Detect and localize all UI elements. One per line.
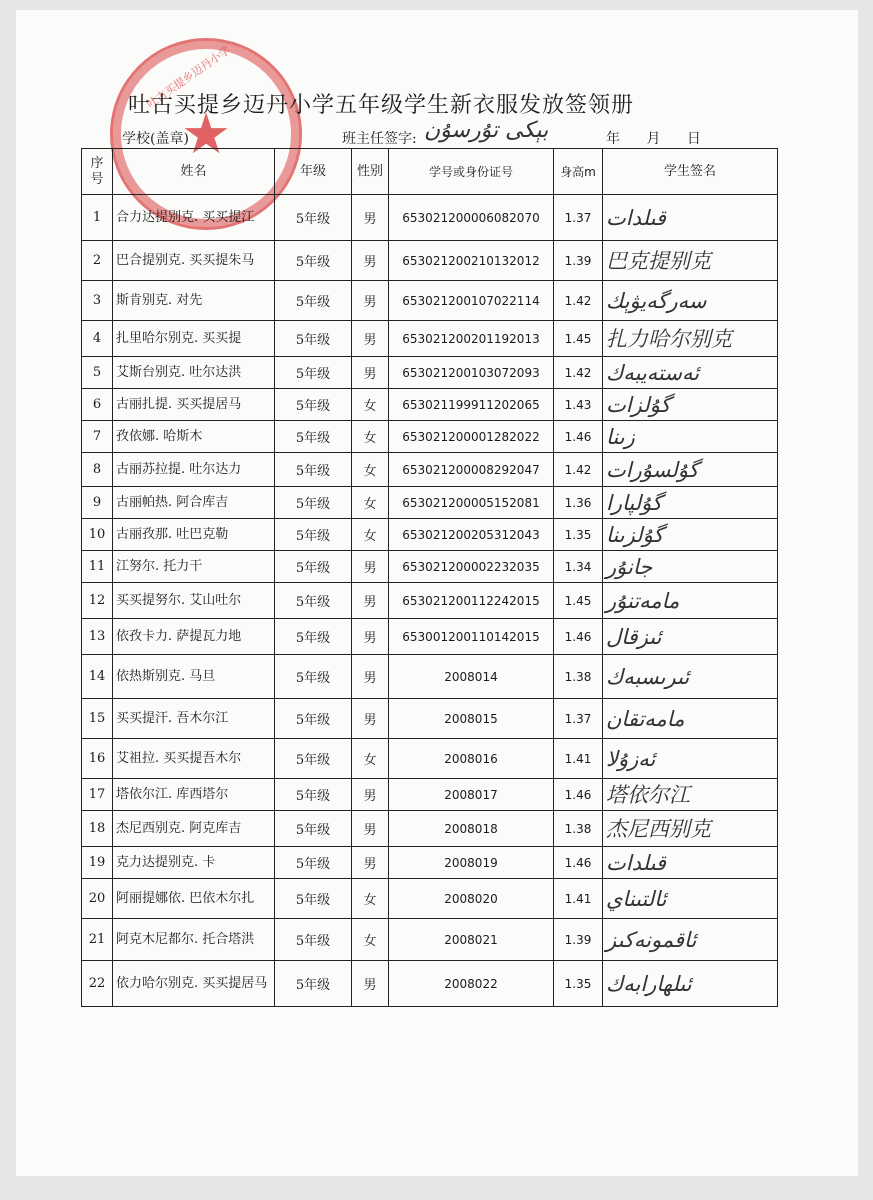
student-id: 2008018: [389, 811, 554, 847]
grade-cell: 5年级: [275, 583, 352, 619]
table-row: [82, 619, 778, 655]
student-id: 653021200107022114: [389, 281, 554, 321]
table-row: [82, 583, 778, 619]
row-number: 15: [82, 699, 113, 739]
table-row: [82, 195, 778, 241]
grade-cell: 5年级: [275, 619, 352, 655]
col-header-no: 序号: [82, 149, 113, 195]
sex-cell: 女: [352, 739, 389, 779]
student-id: 653021200005152081: [389, 487, 554, 519]
row-number: 14: [82, 655, 113, 699]
student-name: 古丽扎提. 买买提居马: [113, 389, 275, 421]
height-cell: 1.39: [554, 241, 603, 281]
student-signature: 扎力哈尔别克: [603, 321, 778, 357]
student-name: 买买提汗. 吾木尔江: [113, 699, 275, 739]
student-id: 2008019: [389, 847, 554, 879]
sex-cell: 男: [352, 961, 389, 1007]
height-cell: 1.46: [554, 779, 603, 811]
student-id: 653021200006082070: [389, 195, 554, 241]
date-year-label: 年: [606, 131, 620, 147]
student-id: 2008016: [389, 739, 554, 779]
sex-cell: 男: [352, 321, 389, 357]
row-number: 21: [82, 919, 113, 961]
grade-cell: 5年级: [275, 779, 352, 811]
student-signature: ئەزۇلا: [603, 739, 778, 779]
student-name: 艾祖拉. 买买提吾木尔: [113, 739, 275, 779]
grade-cell: 5年级: [275, 919, 352, 961]
student-name: 古丽帕热. 阿合库吉: [113, 487, 275, 519]
school-label: 学校(盖章): [122, 131, 189, 147]
height-cell: 1.42: [554, 453, 603, 487]
seal-text: 吐古买提乡迈丹小学: [144, 43, 233, 111]
height-cell: 1.46: [554, 847, 603, 879]
table-row: [82, 281, 778, 321]
table-row: [82, 241, 778, 281]
student-name: 依力哈尔别克. 买买提居马: [113, 961, 275, 1007]
table-row: [82, 879, 778, 919]
table-row: [82, 389, 778, 421]
student-signature: قىلدات: [603, 847, 778, 879]
grade-cell: 5年级: [275, 241, 352, 281]
student-id: 653021200001282022: [389, 421, 554, 453]
student-name: 依热斯别克. 马旦: [113, 655, 275, 699]
sex-cell: 女: [352, 519, 389, 551]
sex-cell: 女: [352, 879, 389, 919]
student-signature: زىنا: [603, 421, 778, 453]
row-number: 18: [82, 811, 113, 847]
row-number: 9: [82, 487, 113, 519]
student-name: 艾斯台别克. 吐尔达洪: [113, 357, 275, 389]
grade-cell: 5年级: [275, 519, 352, 551]
seal-star-icon: ★: [181, 102, 232, 167]
row-number: 3: [82, 281, 113, 321]
student-id: 653021200008292047: [389, 453, 554, 487]
student-signature: 塔依尔江: [603, 779, 778, 811]
table-row: [82, 321, 778, 357]
grade-cell: 5年级: [275, 281, 352, 321]
height-cell: 1.45: [554, 321, 603, 357]
student-name: 江努尔. 托力干: [113, 551, 275, 583]
table-body: [82, 195, 778, 1007]
col-header-signature: 学生签名: [603, 149, 778, 195]
sex-cell: 男: [352, 583, 389, 619]
grade-cell: 5年级: [275, 453, 352, 487]
row-number: 20: [82, 879, 113, 919]
date-month-label: 月: [646, 131, 661, 147]
sex-cell: 女: [352, 421, 389, 453]
table-row: [82, 961, 778, 1007]
student-signature: گۇلسۇرات: [603, 453, 778, 487]
col-header-name: 姓名: [113, 149, 275, 195]
row-number: 4: [82, 321, 113, 357]
row-number: 17: [82, 779, 113, 811]
height-cell: 1.41: [554, 739, 603, 779]
row-number: 13: [82, 619, 113, 655]
height-cell: 1.35: [554, 961, 603, 1007]
student-id: 2008014: [389, 655, 554, 699]
student-signature: قىلدات: [603, 195, 778, 241]
student-id: 653021200201192013: [389, 321, 554, 357]
student-id: 653021200210132012: [389, 241, 554, 281]
height-cell: 1.37: [554, 699, 603, 739]
row-number: 6: [82, 389, 113, 421]
height-cell: 1.39: [554, 919, 603, 961]
table-row: [82, 551, 778, 583]
row-number: 5: [82, 357, 113, 389]
table-row: [82, 519, 778, 551]
student-signature: 杰尼西别克: [603, 811, 778, 847]
row-number: 11: [82, 551, 113, 583]
table-row: [82, 655, 778, 699]
sex-cell: 男: [352, 619, 389, 655]
table-row: [82, 487, 778, 519]
student-signature: ئالتىناي: [603, 879, 778, 919]
student-name: 阿丽提娜依. 巴依木尔扎: [113, 879, 275, 919]
table-row: [82, 779, 778, 811]
grade-cell: 5年级: [275, 421, 352, 453]
row-number: 2: [82, 241, 113, 281]
grade-cell: 5年级: [275, 357, 352, 389]
row-number: 12: [82, 583, 113, 619]
col-header-sex: 性别: [352, 149, 389, 195]
table-row: [82, 919, 778, 961]
grade-cell: 5年级: [275, 321, 352, 357]
table-row: [82, 357, 778, 389]
student-signature: ئاقمونەكىز: [603, 919, 778, 961]
date-line: [606, 128, 723, 148]
student-id: 2008015: [389, 699, 554, 739]
grade-cell: 5年级: [275, 961, 352, 1007]
height-cell: 1.46: [554, 619, 603, 655]
sex-cell: 男: [352, 241, 389, 281]
student-name: 古丽苏拉提. 吐尔达力: [113, 453, 275, 487]
col-header-id: 学号或身份证号: [389, 149, 554, 195]
student-signature: جانۇر: [603, 551, 778, 583]
sex-cell: 女: [352, 453, 389, 487]
student-id: 2008020: [389, 879, 554, 919]
grade-cell: 5年级: [275, 879, 352, 919]
row-number: 19: [82, 847, 113, 879]
sex-cell: 男: [352, 551, 389, 583]
table-row: [82, 739, 778, 779]
table-row: [82, 453, 778, 487]
height-cell: 1.35: [554, 519, 603, 551]
sex-cell: 男: [352, 357, 389, 389]
grade-cell: 5年级: [275, 739, 352, 779]
table-row: [82, 847, 778, 879]
student-signature: مامەتنۇر: [603, 583, 778, 619]
col-header-grade: 年级: [275, 149, 352, 195]
student-name: 塔依尔江. 库西塔尔: [113, 779, 275, 811]
student-name: 合力达提别克. 买买提江: [113, 195, 275, 241]
student-name: 孜依娜. 哈斯木: [113, 421, 275, 453]
student-signature: گۇلزىنا: [603, 519, 778, 551]
grade-cell: 5年级: [275, 389, 352, 421]
grade-cell: 5年级: [275, 551, 352, 583]
student-signature: سەرگەيۋېك: [603, 281, 778, 321]
grade-cell: 5年级: [275, 195, 352, 241]
height-cell: 1.42: [554, 357, 603, 389]
student-name: 古丽孜那. 吐巴克勒: [113, 519, 275, 551]
student-name: 杰尼西别克. 阿克库吉: [113, 811, 275, 847]
row-number: 10: [82, 519, 113, 551]
grade-cell: 5年级: [275, 847, 352, 879]
student-id: 653021200112242015: [389, 583, 554, 619]
row-number: 1: [82, 195, 113, 241]
height-cell: 1.42: [554, 281, 603, 321]
table-header-row: [82, 149, 778, 195]
student-id: 2008022: [389, 961, 554, 1007]
student-name: 斯肯别克. 对先: [113, 281, 275, 321]
col-header-height: 身高m: [554, 149, 603, 195]
date-day-label: 日: [686, 131, 701, 147]
grade-cell: 5年级: [275, 487, 352, 519]
table-row: [82, 811, 778, 847]
sex-cell: 女: [352, 487, 389, 519]
row-number: 8: [82, 453, 113, 487]
sex-cell: 男: [352, 195, 389, 241]
teacher-signature: بېكى تۇرسۇن: [424, 118, 549, 143]
height-cell: 1.38: [554, 811, 603, 847]
student-id: 653021200103072093: [389, 357, 554, 389]
student-id: 2008017: [389, 779, 554, 811]
student-signature: ئىزقال: [603, 619, 778, 655]
student-name: 阿克木尼都尔. 托合塔洪: [113, 919, 275, 961]
grade-cell: 5年级: [275, 699, 352, 739]
student-name: 巴合提别克. 买买提朱马: [113, 241, 275, 281]
student-name: 克力达提别克. 卡: [113, 847, 275, 879]
height-cell: 1.43: [554, 389, 603, 421]
sex-cell: 男: [352, 281, 389, 321]
student-signature: ئىرىسبەك: [603, 655, 778, 699]
student-signature: مامەتقان: [603, 699, 778, 739]
student-name: 买买提努尔. 艾山吐尔: [113, 583, 275, 619]
height-cell: 1.46: [554, 421, 603, 453]
height-cell: 1.38: [554, 655, 603, 699]
sex-cell: 女: [352, 919, 389, 961]
student-id: 653021200205312043: [389, 519, 554, 551]
student-id: 653001200110142015: [389, 619, 554, 655]
table-row: [82, 699, 778, 739]
sex-cell: 男: [352, 811, 389, 847]
sex-cell: 男: [352, 699, 389, 739]
row-number: 22: [82, 961, 113, 1007]
row-number: 7: [82, 421, 113, 453]
page-title: 吐古买提乡迈丹小学五年级学生新衣服发放签领册: [128, 93, 635, 118]
teacher-label: 班主任签字:: [342, 131, 417, 147]
roster-table: [81, 148, 778, 1007]
student-signature: گۇلزات: [603, 389, 778, 421]
grade-cell: 5年级: [275, 811, 352, 847]
student-id: 653021199911202065: [389, 389, 554, 421]
height-cell: 1.41: [554, 879, 603, 919]
table-row: [82, 421, 778, 453]
student-id: 2008021: [389, 919, 554, 961]
sex-cell: 男: [352, 779, 389, 811]
height-cell: 1.36: [554, 487, 603, 519]
student-signature: گۇلپارا: [603, 487, 778, 519]
sex-cell: 男: [352, 847, 389, 879]
sex-cell: 女: [352, 389, 389, 421]
height-cell: 1.37: [554, 195, 603, 241]
grade-cell: 5年级: [275, 655, 352, 699]
student-signature: 巴克提别克: [603, 241, 778, 281]
student-signature: ئىلھارابەك: [603, 961, 778, 1007]
row-number: 16: [82, 739, 113, 779]
student-name: 依孜卡力. 萨提瓦力地: [113, 619, 275, 655]
height-cell: 1.34: [554, 551, 603, 583]
height-cell: 1.45: [554, 583, 603, 619]
student-signature: ئەستەيبەك: [603, 357, 778, 389]
student-id: 653021200002232035: [389, 551, 554, 583]
student-name: 扎里哈尔别克. 买买提: [113, 321, 275, 357]
sex-cell: 男: [352, 655, 389, 699]
